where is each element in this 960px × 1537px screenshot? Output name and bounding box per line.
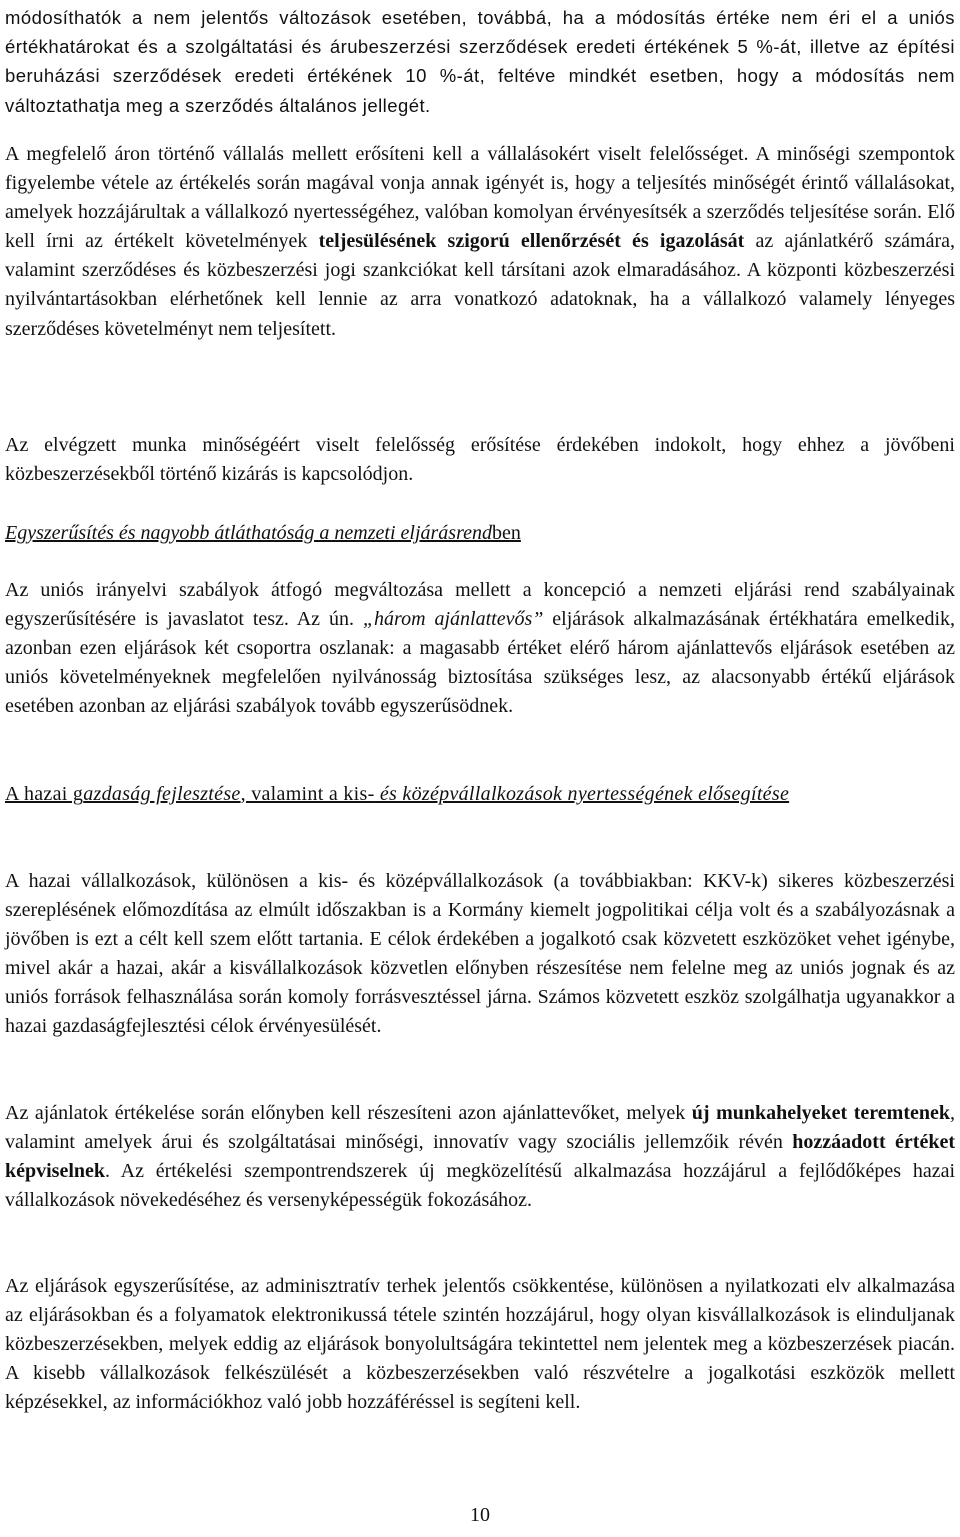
paragraph-procedure-simplification: Az eljárások egyszerűsítése, az adminisztratív terhek jelentős csökkentése, különösen a nyilatkozati elv alkalmazása az eljárásokban és a folyamatok elektronikussá tétele szintén hozzájárul, hogy olyan kisvállalkozások is elinduljanak közbeszerzésekben, melyek eddig az eljárások bonyolultságára tekintettel nem jelentek meg a közbeszerzések piacán. A kisebb vállalkozások felkészülését a közbeszerzésekben való részvételre a jogalkotási eszközök mellett képzésekkel, az információkhoz való jobb hozzáféréssel is segíteni kell. [5,1275,955,1414]
paragraph-modification-thresholds: módosíthatók a nem jelentős változások esetében, továbbá, ha a módosítás értéke nem éri el a uniós értékhatárokat és a szolgáltatási és árubeszerzési szerződések eredeti értékének 5 %-át, illetve az építési beruházási szerződések eredeti értékének 10 %-át, feltéve mindkét esetben, hogy a módosítás nem változtathatja meg a szerződés általános jellegét. [5,7,955,116]
bold-phrase-strict-verification: teljesülésének szigorú ellenőrzését és igazolását [318,230,745,253]
heading-text-part: A hazai g [5,783,84,805]
heading-text-tail: ben [492,522,521,544]
paragraph-text: A megfelelő áron történő vállalás mellett erősíteni kell a vállalásokért viselt felelősséget. A minőségi szempontok figyelembe vétele az értékelés során magával vonja annak igényét is, hogy a teljesítés minőségét érintő vállalásokat, amelyek hozzájárultak a vállalkozó nyertességéhez, valóban komolyan érvényesítsék a szerződés teljesítése során. Elő kell írni az értékelt követelmények [5,143,955,253]
paragraph-tender-evaluation [5,1099,955,1215]
section-heading-economy-development [5,780,955,809]
bold-phrase-new-jobs: új munkahelyeket teremtenek [691,1102,950,1124]
paragraph-national-procedure [5,576,955,721]
paragraph-liability-strengthening [5,140,955,344]
paragraph-exclusion-link: Az elvégzett munka minőségéért viselt felelősség erősítése érdekében indokolt, hogy ehhez a jövőbeni közbeszerzésekből történő kizárás is kapcsolódjon. [5,434,955,486]
page-number: 10 [470,1504,490,1526]
paragraph-text: Az ajánlatok értékelése során előnyben kell részesíteni azon ajánlattevőket, melyek [5,1102,692,1124]
paragraph-text: . Az értékelési szempontrendszerek új megközelítésű alkalmazása hozzájárul a fejlődőképes hazai vállalkozások növekedéséhez és versenyképességük fokozásához. [5,1160,955,1212]
italic-phrase-three-bidders: „három ajánlattevős” [362,608,544,631]
heading-text-part: és középvállalkozások nyertességének elősegítése [374,783,790,805]
heading-text: Egyszerűsítés és nagyobb átláthatóság a nemzeti eljárásrend [5,522,492,544]
bold-phrase-added-value: hozzáadott értéket képviselnek [5,1131,955,1183]
heading-text-part: azdaság fejlesztése [83,783,241,805]
paragraph-text: eljárások alkalmazásának értékhatára emelkedik, azonban ezen eljárások két csoportra oszlanak: a magasabb értéket elérő három ajánlattevős eljárások esetében az uniós követelményeknek megfelelően nyilvánosság biztosítása szükséges lesz, az alacsonyabb értékű eljárások esetében azonban az eljárási szabályok tovább egyszerűsödnek. [5,608,956,718]
paragraph-domestic-smes: A hazai vállalkozások, különösen a kis- és középvállalkozások (a továbbiakban: KKV-k) sikeres közbeszerzési szereplésének előmozdítása az elmúlt időszakban is a Kormány kiemelt jogpolitikai célja volt és a szabályozásnak a jövőben is ezt a célt kell szem előtt tartania. E célok érdekében a jogalkotó csak közvetett eszközöket vehet igénybe, mivel akár a hazai, akár a kisvállalkozások közvetlen előnyben részesítése nem felelne meg az uniós jognak és az uniós források felhasználása során komoly forrásvesztéssel járna. Számos közvetett eszköz szolgálhatja ugyanakkor a hazai gazdaságfejlesztési célok érvényesülését. [5,870,955,1038]
section-heading-simplification [5,519,955,548]
heading-text-part: , valamint a kis- [240,783,375,805]
paragraph-text: az ajánlatkérő számára, valamint szerződéses és közbeszerzési jogi szankciókat kell társítani azok elmaradásához. A központi közbeszerzési nyilvántartásokban elérhetőnek kell lennie az arra vonatkozó adatoknak, ha a vállalkozó valamely lényeges szerződéses követelményt nem teljesített. [5,230,955,340]
paragraph-text: Az uniós irányelvi szabályok átfogó megváltozása mellett a koncepció a nemzeti eljárási rend szabályainak egyszerűsítésére is javaslatot tesz. Az ún. [5,579,955,631]
paragraph-text: , valamint amelyek árui és szolgáltatásai minőségi, innovatív vagy szociális jellemzőik révén [5,1102,955,1154]
